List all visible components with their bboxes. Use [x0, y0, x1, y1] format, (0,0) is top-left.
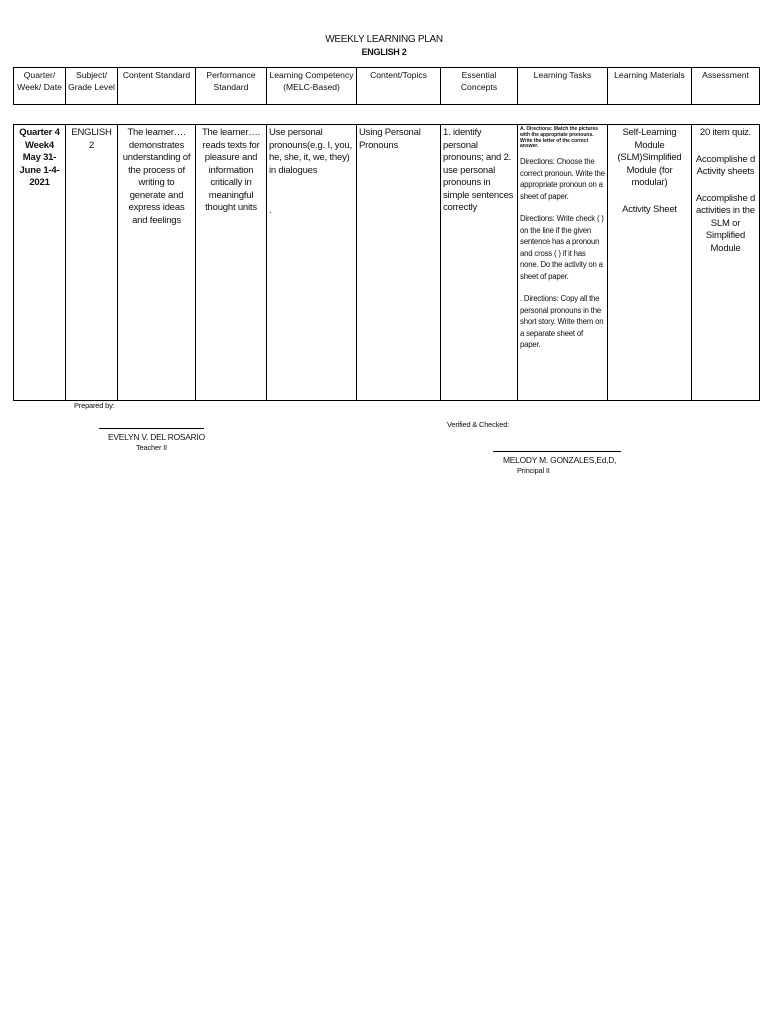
task-item: Directions: Choose the correct pronoun. Write the appropriate pronoun on a sheet of paper.	[520, 157, 605, 201]
principal-name: MELODY M. GONZALES,Ed,D,	[503, 455, 617, 465]
cell-quarter: Quarter 4 Week4 May 31- June 1-4- 2021	[14, 125, 66, 401]
plan-header-table	[13, 67, 760, 105]
prepared-by-label: Prepared by:	[74, 401, 115, 410]
teacher-name: EVELYN V. DEL ROSARIO	[108, 432, 205, 442]
competency-dot: .	[269, 205, 272, 216]
cell-assessment	[692, 125, 760, 401]
col-header-topics: Content/Topics	[357, 68, 441, 105]
task-item: . Directions: Copy all the personal pronouns in the short story. Write them on a separate sheet of paper.	[520, 294, 604, 350]
col-header-quarter: Quarter/ Week/ Date	[14, 68, 66, 105]
principal-signature-line	[493, 451, 621, 452]
cell-performance-standard: The learner…. reads texts for pleasure and information critically in meaningful thought units	[196, 125, 267, 401]
table-row	[14, 125, 760, 401]
verified-label: Verified & Checked:	[447, 420, 510, 429]
cell-subject: ENGLISH 2	[66, 125, 118, 401]
cell-tasks	[518, 125, 608, 401]
teacher-signature-line	[99, 428, 204, 429]
teacher-position: Teacher II	[136, 443, 167, 452]
col-header-assessment: Assessment	[692, 68, 760, 105]
task-item: Directions: Write check ( ) on the line if the given sentence has a pronoun and cross ( ) if it has none. Do the activity on a sheet of paper.	[520, 214, 604, 281]
task-item: A. Directions: Match the pictures with the appropriate pronouns. Write the letter of the correct answer.	[520, 126, 599, 150]
col-header-content-standard: Content Standard	[118, 68, 196, 105]
cell-materials	[608, 125, 692, 401]
document-title: WEEKLY LEARNING PLAN	[325, 34, 443, 45]
col-header-materials: Learning Materials	[608, 68, 692, 105]
col-header-subject: Subject/ Grade Level	[66, 68, 118, 105]
materials-text: Self-Learning Module (SLM)Simplified Module (for modular)	[617, 127, 682, 188]
cell-topic: Using Personal Pronouns	[357, 125, 441, 401]
assessment-activity-sheets: Accomplishe d Activity sheets	[695, 153, 756, 177]
col-header-performance-standard: Performance Standard	[196, 68, 267, 105]
document-subtitle: ENGLISH 2	[361, 47, 407, 57]
cell-content-standard: The learner…. demonstrates understanding of the process of writing to generate and express ideas and feelings	[118, 125, 196, 401]
cell-competency	[267, 125, 357, 401]
header-row	[14, 68, 760, 105]
col-header-concepts: Essential Concepts	[441, 68, 518, 105]
competency-text: Use personal pronouns(e.g. I, you, he, she, it, we, they) in dialogues	[269, 127, 352, 176]
materials-activity-sheet: Activity Sheet	[622, 203, 677, 215]
col-header-tasks: Learning Tasks	[518, 68, 608, 105]
assessment-quiz: 20 item quiz.	[699, 127, 752, 138]
cell-concepts: 1. identify personal pronouns; and 2. use personal pronouns in simple sentences correctly	[441, 125, 518, 401]
plan-body-table	[13, 124, 760, 401]
col-header-competency: Learning Competency (MELC-Based)	[267, 68, 357, 105]
assessment-slm: Accomplishe d activities in the SLM or Simplified Module	[695, 192, 756, 254]
principal-position: Principal II	[517, 466, 550, 475]
